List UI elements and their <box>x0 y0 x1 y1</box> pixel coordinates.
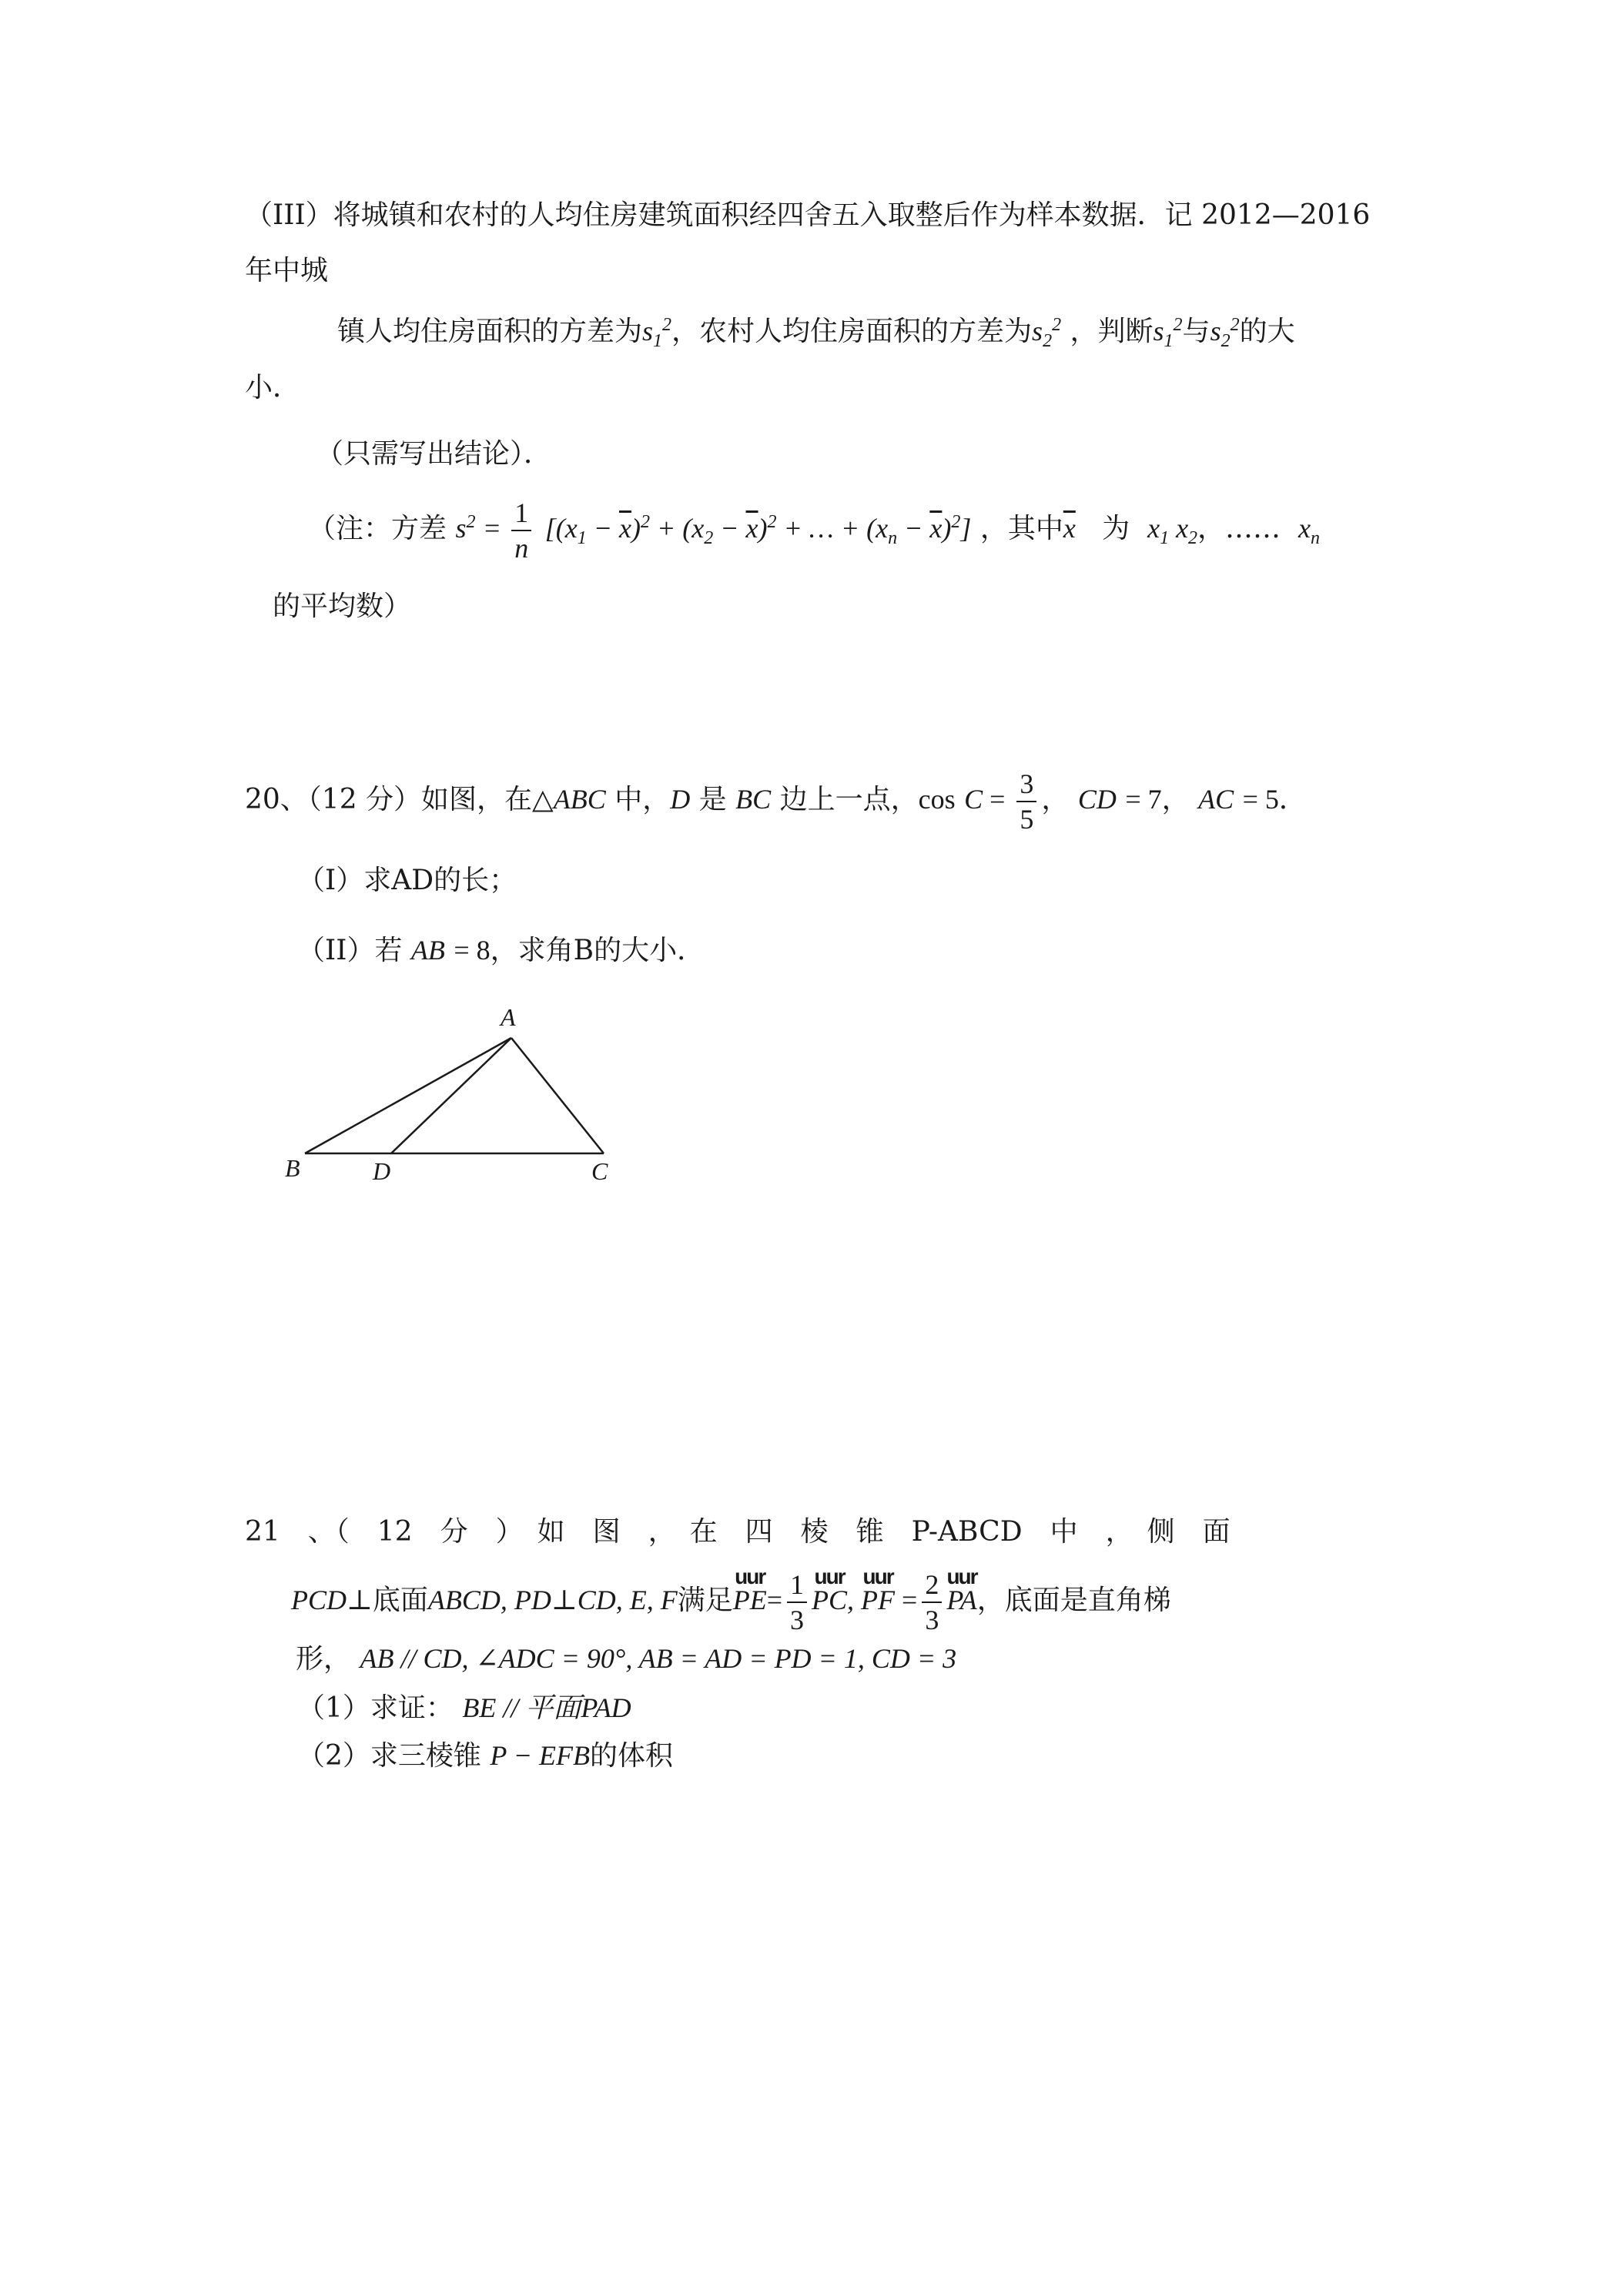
one-over-n: $\frac{1}{n}$ <box>511 499 531 562</box>
q21-part1: （1）求证： BE // 平面PAD <box>297 1692 631 1724</box>
x1-x2: $x_1$ $x_2$ <box>1147 513 1198 549</box>
triangle-figure <box>277 993 631 1193</box>
part3-line1: （III）将城镇和农村的人均住房建筑面积经四舍五入取整后作为样本数据．记 2012—2016 <box>245 199 1371 231</box>
s2-squared: $s_2^2$ <box>1032 315 1062 352</box>
label-a: A <box>501 1003 516 1031</box>
vector-pa: uur PA <box>946 1565 977 1615</box>
fraction-one-third: $\frac{1}{3}$ <box>787 1571 807 1634</box>
variance-symbol: $s^2$ <box>455 512 476 544</box>
vector-pe: uur PE <box>732 1565 767 1615</box>
q21-line2: PCD⊥底面ABCD, PD⊥CD, E, F满足 uur PE= $\frac{1}{3}$ uur PC, uur PF = $\frac{2}{3}$ uur PA，底面是直角梯 <box>291 1565 1171 1635</box>
q21-stem: 21 、（ 12 分 ） 如 图 ， 在 四 棱 锥 P-ABCD 中 ， 侧 面 <box>245 1516 1231 1548</box>
side-ac <box>511 1038 604 1153</box>
cos-c-fraction: $\frac{3}{5}$ <box>1016 770 1036 833</box>
s1-squared: $s_1^2$ <box>642 315 672 352</box>
vector-pc: uur PC <box>812 1565 848 1615</box>
q21-line3: 形， AB // CD, ∠ADC = 90°, AB = AD = PD = 1, CD = 3 <box>296 1643 957 1675</box>
x-bar: $\overline{x}$ <box>1063 513 1076 544</box>
label-c: C <box>591 1157 608 1185</box>
part3-line2: 年中城 <box>245 255 329 286</box>
part3-line4: 小． <box>245 372 301 403</box>
q21-part2: （2）求三棱锥 P − EFB的体积 <box>297 1740 673 1772</box>
part3-line5: （只需写出结论）． <box>316 438 552 470</box>
s1-squared-b: $s_1^2$ <box>1153 315 1183 352</box>
label-d: D <box>373 1157 391 1185</box>
xn: $x_n$ <box>1298 513 1320 549</box>
vector-pf: uur PF <box>861 1565 896 1615</box>
label-b: B <box>285 1154 300 1182</box>
variance-note: （注：方差 $s^2$ = $\frac{1}{n}$ [$(x_1 - \overline{x})^2 + (x_2 - \overline{x})^2$ + … + $(x_n - \overline{x})^2$] ，其中$\overline{x}$ 为 $x_1$ $x_2$，…… $x_n$ <box>308 497 1320 564</box>
part3-line3: 镇人均住房面积的方差为$s_1^2$，农村人均住房面积的方差为$s_2^2$ ，判断$s_1^2$与$s_2^2$的大 <box>337 315 1295 352</box>
q20-stem: 20、（12 分）如图，在△ABC 中，D 是 BC 边上一点，cos C = $\frac{3}{5}$ ， CD = 7， AC = 5． <box>245 768 1307 835</box>
q20-part2: （II）若 AB = 8，求角B的大小． <box>297 935 705 966</box>
s2-squared-b: $s_2^2$ <box>1210 315 1240 352</box>
fraction-two-thirds: $\frac{2}{3}$ <box>922 1571 942 1634</box>
q20-part1: （I）求AD的长； <box>297 865 517 896</box>
part3-line7: 的平均数） <box>273 591 412 622</box>
variance-formula: [$(x_1 - \overline{x})^2 + (x_2 - \overline{x})^2$ + … + $(x_n - \overline{x})^2$] <box>544 512 972 549</box>
